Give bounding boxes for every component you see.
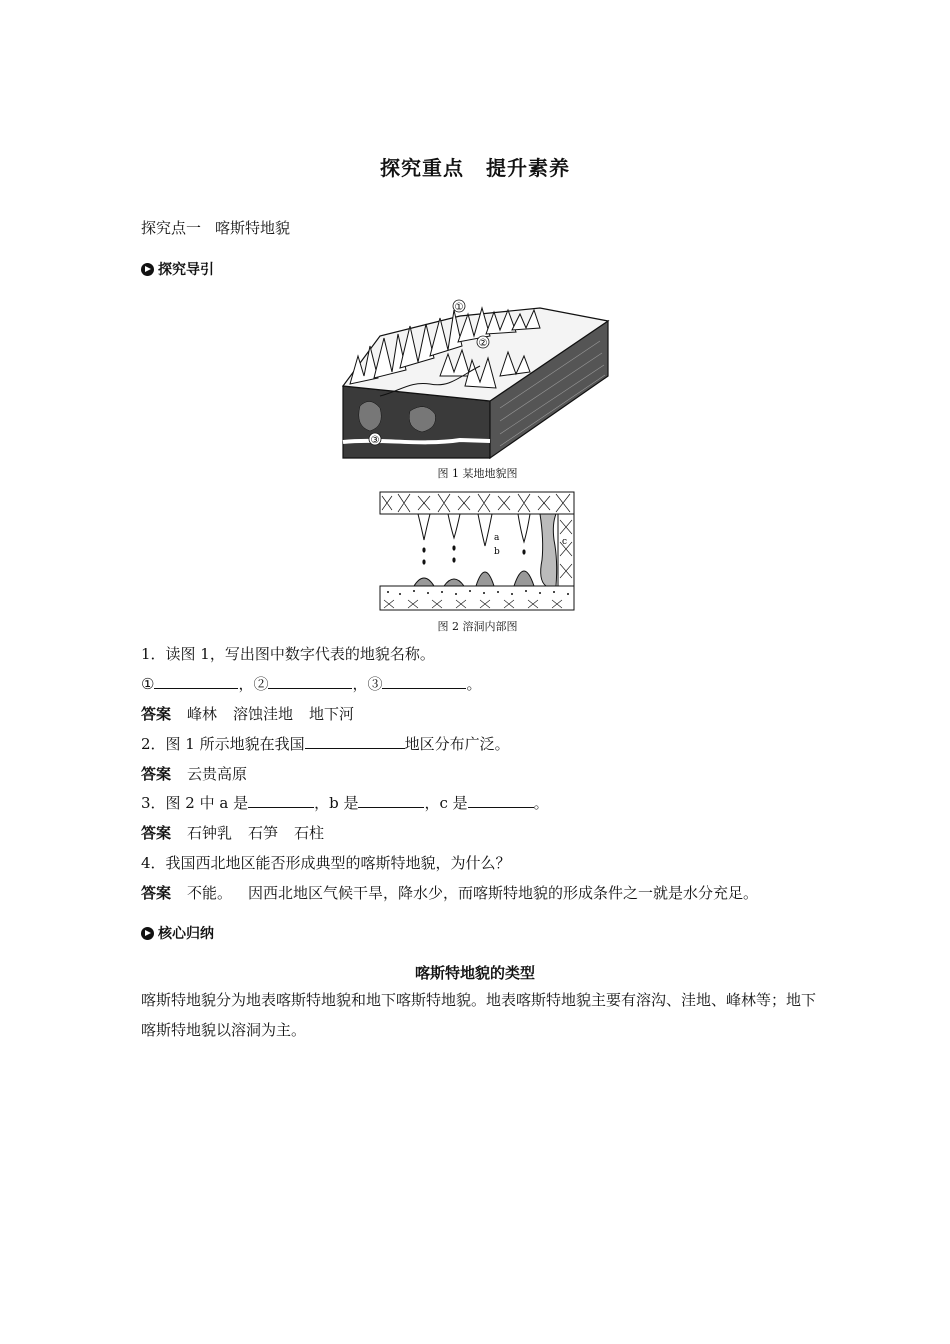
section-topic: 喀斯特地貌 [215, 219, 291, 237]
q3-part-4: 。 [533, 794, 549, 812]
q3-blank-c[interactable] [468, 793, 534, 808]
q1-blank-end: 。 [466, 675, 482, 693]
underground-river [343, 440, 490, 442]
stalagmites [414, 571, 534, 586]
page-title [0, 152, 950, 181]
cave-floor [380, 586, 574, 610]
answer-1-label: 答案 [141, 705, 172, 723]
answer-4-short: 不能。 [187, 884, 233, 902]
q2-suffix: 地区分布广泛。 [404, 735, 510, 753]
figure1-landform-diagram [340, 296, 615, 464]
answer-4-label: 答案 [141, 884, 172, 902]
figure2-label-a: a [494, 533, 500, 543]
stone-column [540, 514, 557, 586]
q3-part-2: ，b 是 [314, 794, 359, 812]
figure1-caption: 图 1 某地地貌图 [437, 467, 518, 480]
question-1: 1．读图 1，写出图中数字代表的地貌名称。 [141, 645, 435, 663]
answer-2-text: 云贵高原 [187, 765, 248, 783]
answer-3-item-1: 石钟乳 [187, 824, 233, 842]
answer-3-label: 答案 [141, 824, 172, 842]
answer-4-reason: 因西北地区气候干旱，降水少，而喀斯特地貌的形成条件之一就是水分充足。 [248, 884, 759, 902]
stalactites [418, 514, 530, 546]
q1-blank-2[interactable] [268, 674, 352, 689]
guide-marker [141, 259, 214, 279]
q2-blank[interactable] [305, 734, 405, 749]
section-heading [141, 217, 290, 238]
figure1-label-1: ① [454, 302, 464, 313]
core-marker-label: 核心归纳 [158, 926, 214, 942]
q3-blank-a[interactable] [248, 793, 314, 808]
q1-blank-3[interactable] [382, 674, 466, 689]
answer-1-item-1: 峰林 [187, 705, 218, 723]
answer-1-item-3: 地下河 [309, 705, 355, 723]
water-drops [422, 545, 525, 564]
answer-4 [141, 882, 758, 903]
figure1-label-3: ③ [370, 435, 380, 446]
answer-1 [141, 703, 354, 724]
q2-prefix: 2．图 1 所示地貌在我国 [141, 735, 305, 753]
q1-blank-label-2: ，② [238, 675, 269, 693]
question-3 [141, 792, 549, 813]
answer-2-label: 答案 [141, 765, 172, 783]
summary-heading: 喀斯特地貌的类型 [414, 964, 535, 982]
guide-marker-label: 探究导引 [158, 262, 214, 278]
summary-text: 喀斯特地貌分为地表喀斯特地貌和地下喀斯特地貌。地表喀斯特地貌主要有溶沟、洼地、峰林等；地下喀斯特地貌以溶洞为主。 [141, 991, 817, 1039]
title-part2: 提升素养 [486, 156, 570, 180]
play-circle-icon [141, 927, 154, 940]
q1-blank-1[interactable] [154, 674, 238, 689]
q1-blank-label-1: ① [141, 675, 155, 693]
core-marker [141, 923, 214, 943]
section-label: 探究点一 [141, 219, 202, 237]
answer-3-item-3: 石柱 [294, 824, 325, 842]
figure1-label-2: ② [478, 338, 488, 349]
answer-3 [141, 822, 324, 843]
question-2 [141, 733, 510, 754]
figure2-label-c: c [562, 537, 568, 547]
q3-part-3: ，c 是 [424, 794, 468, 812]
q3-blank-b[interactable] [358, 793, 424, 808]
play-circle-icon [141, 263, 154, 276]
title-part1: 探究重点 [380, 156, 464, 180]
q3-part-1: 3．图 2 中 a 是 [141, 794, 249, 812]
question-1-blanks [141, 673, 482, 694]
figure2-cave-diagram [378, 490, 576, 612]
question-4: 4．我国西北地区能否形成典型的喀斯特地貌，为什么？ [141, 854, 511, 872]
figure2-caption: 图 2 溶洞内部图 [437, 620, 518, 633]
answer-2 [141, 763, 247, 784]
answer-1-item-2: 溶蚀洼地 [233, 705, 294, 723]
q1-blank-label-3: ，③ [352, 675, 383, 693]
figure2-label-b: b [494, 547, 500, 557]
answer-3-item-2: 石笋 [248, 824, 279, 842]
